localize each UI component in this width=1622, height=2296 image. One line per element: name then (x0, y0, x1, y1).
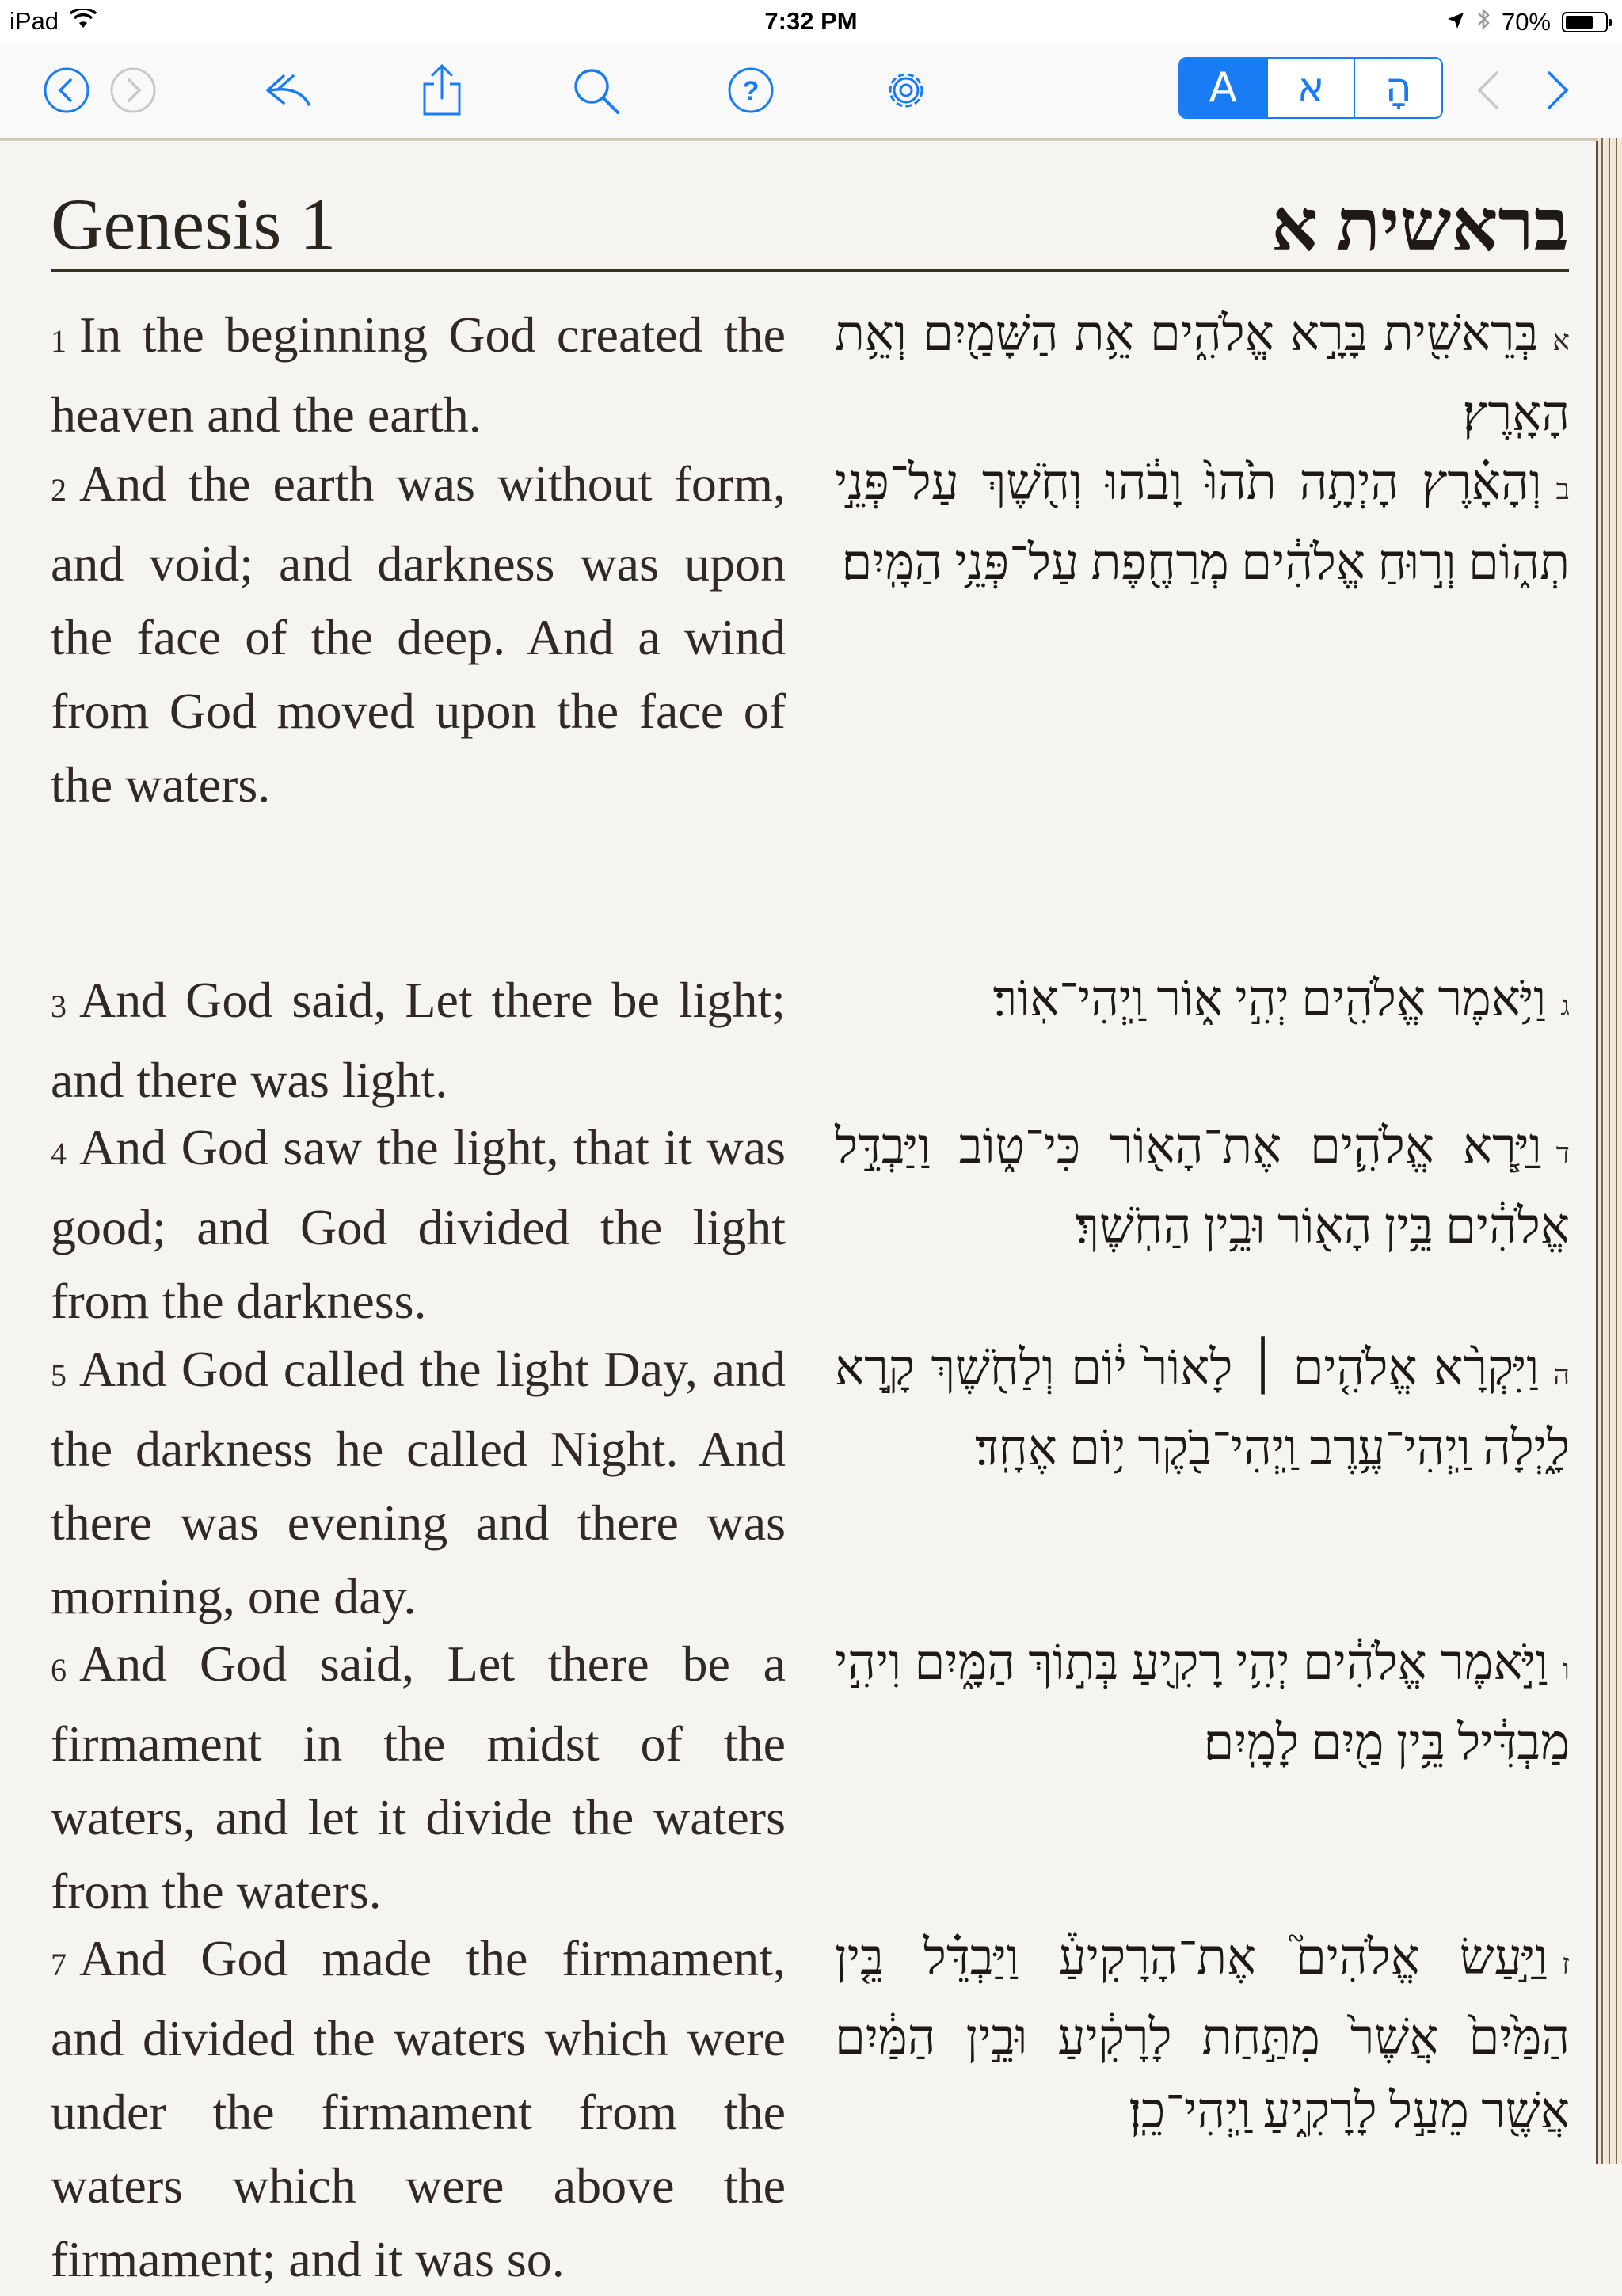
verse-english[interactable] (51, 1332, 786, 1633)
battery-icon (1562, 12, 1608, 32)
forward-circle-icon[interactable] (105, 62, 162, 119)
location-arrow-icon (1446, 8, 1465, 36)
help-icon[interactable] (722, 62, 779, 119)
verse-number: 5 (51, 1357, 67, 1393)
verse-number: 7 (51, 1947, 67, 1982)
bluetooth-icon (1476, 7, 1491, 37)
segment-hebrew[interactable]: א (1266, 59, 1354, 117)
page-edges (1598, 138, 1622, 2164)
verse-hebrew[interactable] (835, 963, 1570, 1043)
verse-text: וַיַּ֧רְא אֱלֹהִ֛ים אֶת־הָא֖וֹר כִּי־ט֑וֹב וַיַּבְדֵּ֣ל אֱלֹהִ֔ים בֵּ֥ין הָא֖וֹר וּבֵ֥ין הַחֹֽשֶׁךְ׃ (835, 1120, 1570, 1254)
verse-hebrew[interactable] (835, 1921, 1570, 2149)
verse-hebrew[interactable] (835, 298, 1570, 451)
verse-number: 6 (51, 1652, 67, 1688)
verse-text: And God saw the light, that it was good; and God divided the light from the darkness. (51, 1119, 786, 1329)
verse-hebrew[interactable] (835, 1110, 1570, 1264)
next-chevron-icon[interactable] (1527, 62, 1584, 119)
verse-text: וַיֹּ֣אמֶר אֱלֹהִ֔ים יְהִ֥י רָקִ֖יעַ בְּת֣וֹךְ הַמָּ֑יִם וִיהִ֣י מַבְדִּ֔יל בֵּ֥ין מַ֖יִם לָמָֽיִם׃ (835, 1636, 1570, 1770)
chapter-header (51, 176, 1569, 272)
verse-number: ז (1561, 1948, 1570, 1980)
chapter-title-hebrew: בראשית א (1270, 185, 1569, 266)
verse-english[interactable] (51, 1110, 786, 1338)
verse-number: ג (1560, 990, 1570, 1022)
verse-text: And God said, Let there be a firmament in the midst of the waters, and let it divide the waters from the waters. (51, 1635, 786, 1919)
verse-english[interactable] (51, 447, 786, 821)
verse-hebrew[interactable] (835, 447, 1570, 600)
verse-hebrew[interactable] (835, 1332, 1570, 1486)
verse-number: ו (1562, 1654, 1570, 1685)
verse-number: 3 (51, 988, 67, 1024)
toolbar (0, 44, 1622, 139)
segment-hebrew-vowels[interactable]: הָ (1354, 59, 1441, 117)
verse-text: In the beginning God created the heaven and the earth. (51, 307, 786, 443)
back-circle-icon[interactable] (38, 62, 95, 119)
verse-text: וַיֹּ֥אמֶר אֱלֹהִ֖ים יְהִ֣י א֑וֹר וַֽיְהִי־אֽוֹר׃ (992, 973, 1547, 1026)
verse-english[interactable] (51, 1627, 786, 1928)
verse-english[interactable] (51, 1921, 786, 2296)
svg-text:?: ? (742, 76, 760, 106)
verse-text: And God called the light Day, and the darkness he called Night. And there was evening and there was morning, one day. (51, 1341, 786, 1624)
verse-english[interactable] (51, 963, 786, 1117)
prev-chevron-icon[interactable] (1462, 62, 1519, 119)
battery-percent: 70% (1501, 8, 1551, 36)
verse-number: ה (1553, 1359, 1570, 1391)
verse-number: 2 (51, 472, 67, 508)
verse-number: 1 (51, 323, 67, 359)
gear-icon[interactable] (878, 62, 935, 119)
verse-text: And God said, Let there be light; and there was light. (51, 972, 786, 1108)
verse-text: וַיַּ֣עַשׂ אֱלֹהִים֮ אֶת־הָרָקִיעַ֒ וַיַּבְדֵּ֗ל בֵּ֤ין הַמַּ֙יִם֙ אֲשֶׁר֙ מִתַּ֣חַת לָרָקִ֔יעַ וּבֵ֣ין הַמַּ֔יִם אֲשֶׁ֖ר מֵעַ֣ל לָרָקִ֑יעַ וַֽיְהִי־כֵֽן׃ (835, 1931, 1570, 2138)
verse-text: וְהָאָ֗רֶץ הָיְתָ֥ה תֹ֙הוּ֙ וָבֹ֔הוּ וְחֹ֖שֶׁךְ עַל־פְּנֵ֣י תְה֑וֹם וְר֣וּחַ אֱלֹהִ֔ים מְרַחֶ֖פֶת עַל־פְּנֵ֥י הַמָּֽיִם׃ (835, 456, 1570, 590)
reply-icon[interactable] (260, 62, 317, 119)
verse-text: And God made the firmament, and divided the waters which were under the firmament from the waters which were above the firmament; and it was so. (51, 1930, 786, 2287)
verse-number: 4 (51, 1136, 67, 1171)
chapter-title-english: Genesis 1 (51, 184, 337, 265)
status-bar (0, 0, 1622, 44)
search-icon[interactable] (567, 62, 624, 119)
script-mode-segmented-control (1178, 57, 1443, 119)
verse-text: וַיִּקְרָ֨א אֱלֹהִ֤ים ׀ לָאוֹר֙ י֔וֹם וְלַחֹ֖שֶׁךְ קָ֣רָא לָ֑יְלָה וַֽיְהִי־עֶ֥רֶב וַֽיְהִי־בֹ֖קֶר י֥וֹם אֶחָֽד׃ (835, 1342, 1570, 1475)
verse-text: And the earth was without form, and void; and darkness was upon the face of the deep. And a wind from God moved upon the face of the waters. (51, 455, 786, 813)
share-icon[interactable] (413, 62, 470, 119)
battery-fill (1566, 16, 1593, 29)
verse-number: ב (1555, 474, 1570, 505)
scripture-page[interactable] (0, 141, 1598, 2287)
verse-number: ד (1555, 1137, 1570, 1169)
verse-hebrew[interactable] (835, 1627, 1570, 1780)
verse-text: בְּרֵאשִׁ֖ית בָּרָ֣א אֱלֹהִ֑ים אֵ֥ת הַשָּׁמַ֖יִם וְאֵ֥ת הָאָֽרֶץ׃ (835, 307, 1570, 441)
device-label: iPad (10, 7, 59, 35)
verse-number: א (1552, 325, 1570, 356)
clock: 7:32 PM (764, 7, 858, 35)
verse-english[interactable] (51, 298, 786, 451)
segment-english[interactable]: A (1180, 59, 1266, 117)
